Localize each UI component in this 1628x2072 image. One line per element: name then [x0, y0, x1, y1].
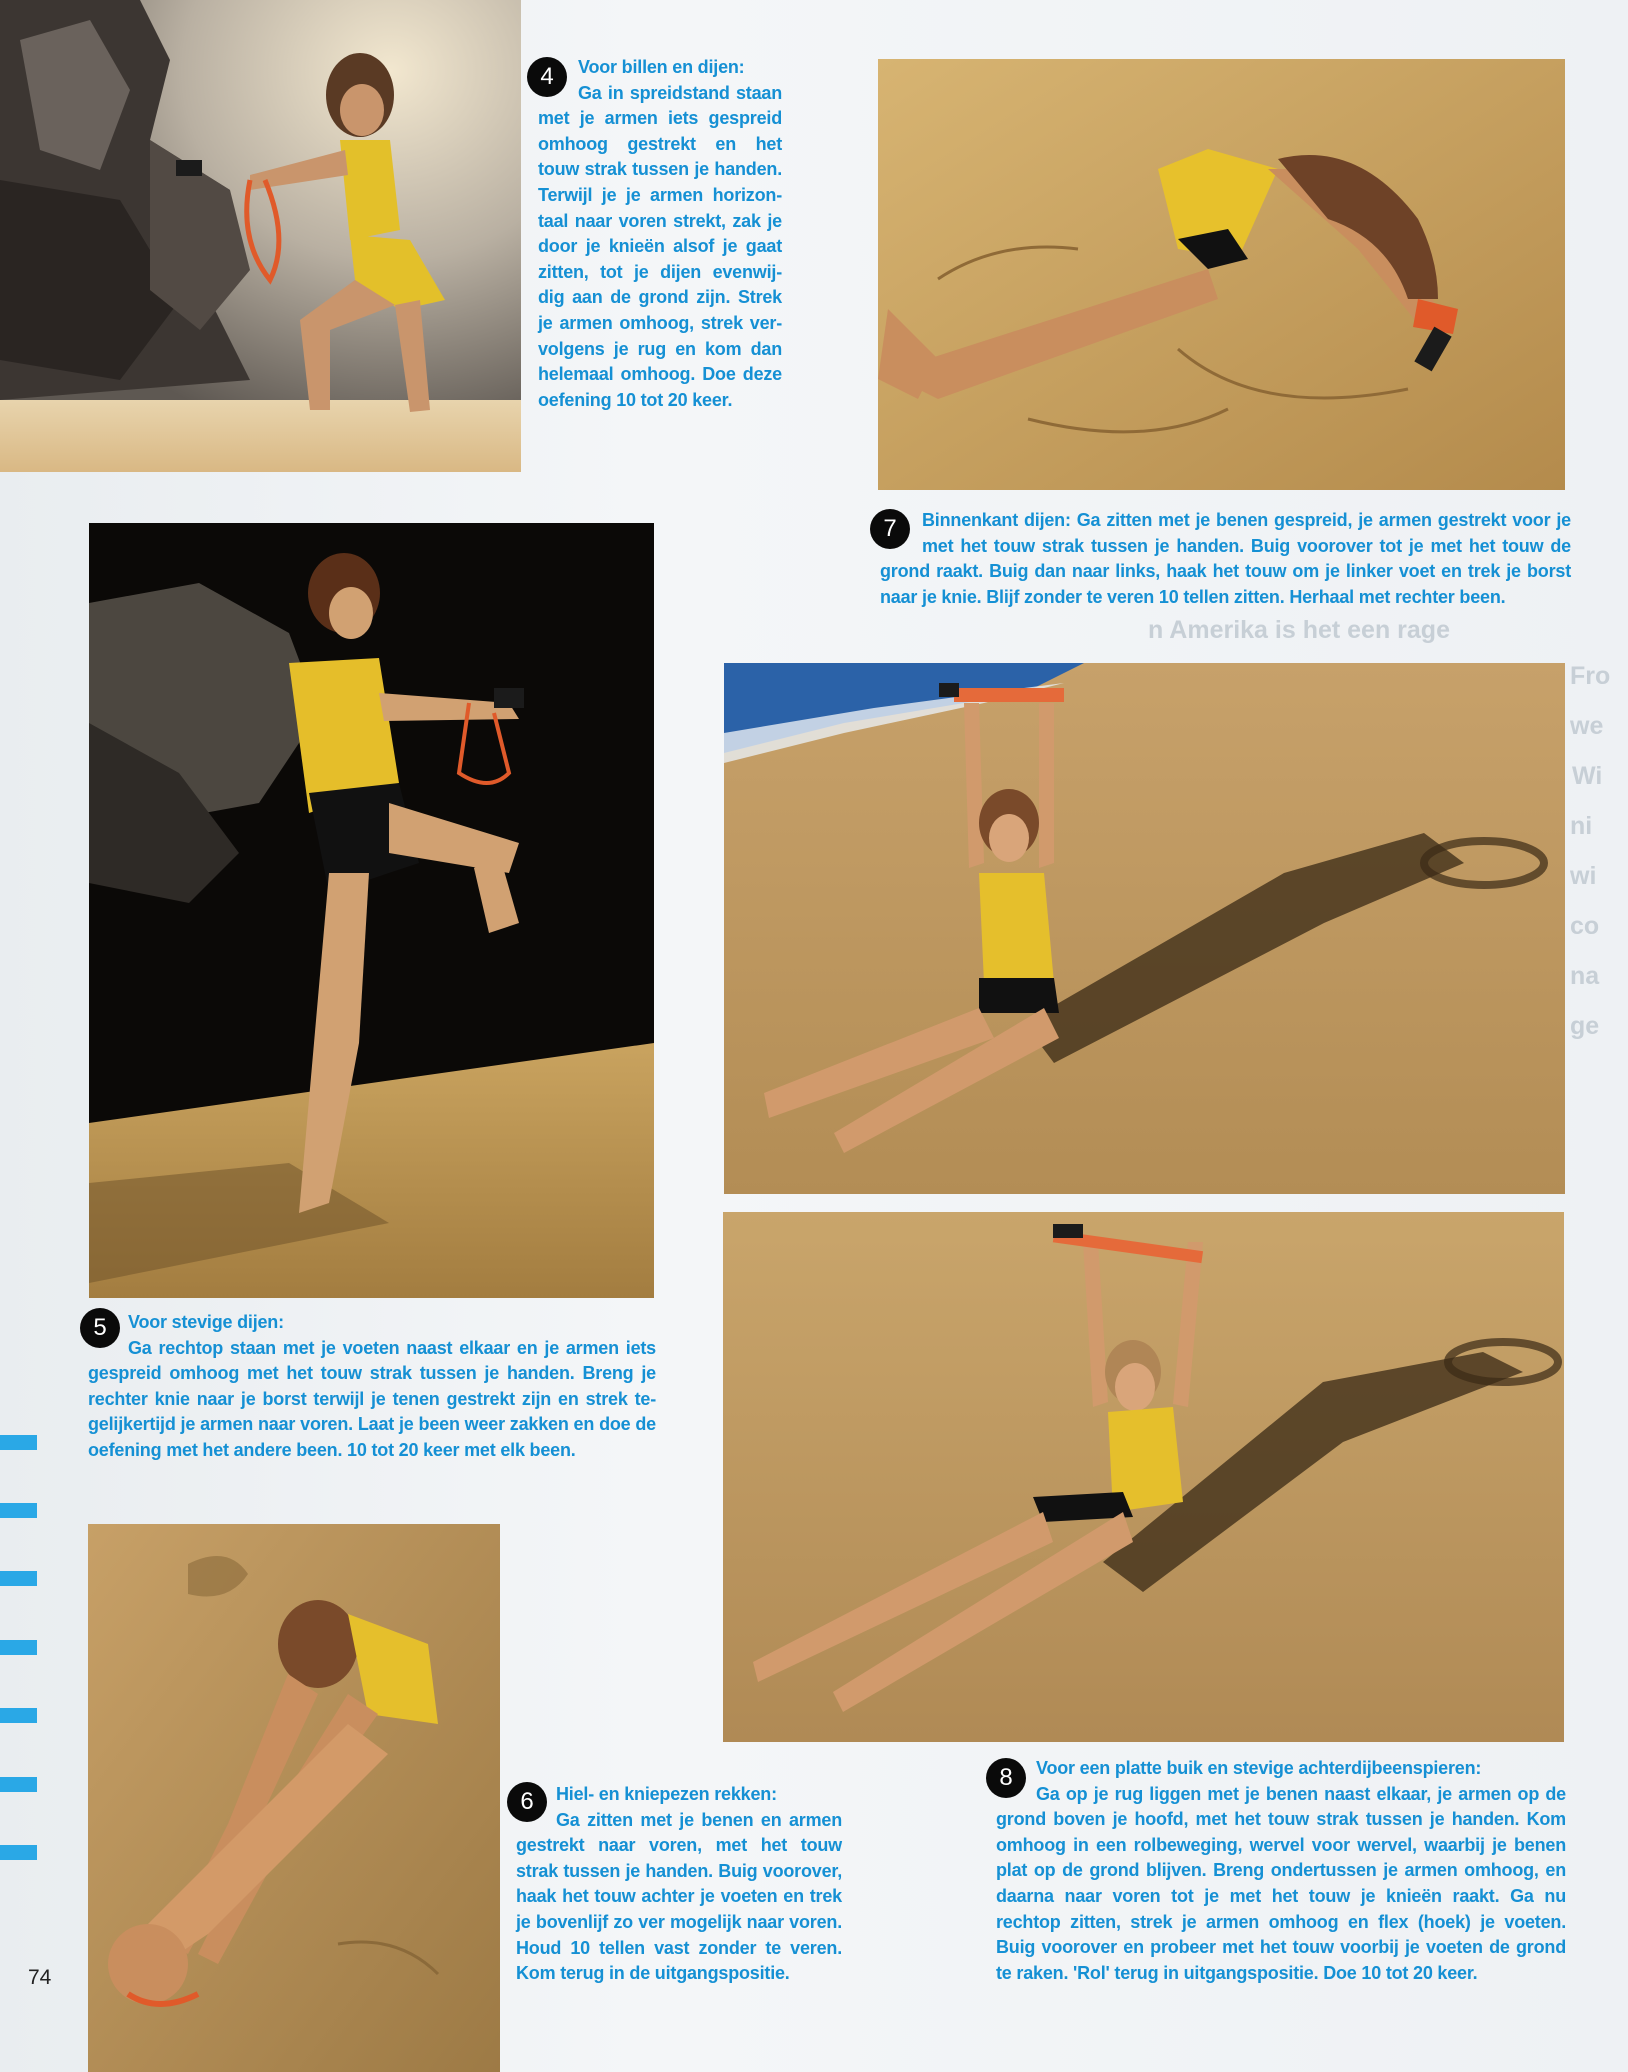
caption-title: Voor billen en dijen:: [578, 57, 745, 77]
caption-line: strak tussen je handen. Buig voorover,: [516, 1860, 842, 1881]
caption-line: Buig voorover en probeer met het touw voorbij je voeten de grond: [996, 1937, 1566, 1958]
caption-line: Ga zitten met je benen en armen: [556, 1809, 842, 1830]
caption-line: met je armen iets gespreid: [538, 108, 782, 129]
caption-line: Binnenkant dijen: Ga zitten met je benen gespreid, je armen gestrekt voor je: [922, 510, 1571, 530]
caption-line: gelijkertijd je armen naar voren. Laat je been weer zakken en doe de: [88, 1414, 656, 1435]
photo-forward-bend-scene: [88, 1524, 500, 2072]
caption-line: door je knieën alsof je gaat: [538, 236, 782, 257]
caption-exercise-8: [996, 1756, 1566, 1986]
photo-exercise-8-upper: [724, 663, 1565, 1194]
bleed-line: Wi: [1572, 762, 1603, 790]
caption-line: helemaal omhoog. Doe deze: [538, 364, 782, 385]
caption-line: dig aan de grond zijn. Strek: [538, 287, 782, 308]
caption-line: gespreid omhoog met het touw strak tussen je handen. Breng je: [88, 1363, 656, 1384]
photo-sit-up-scene: [724, 663, 1565, 1194]
photo-straddle-scene: [878, 59, 1565, 490]
photo-exercise-7: [878, 59, 1565, 490]
caption-line: Ga op je rug liggen met je benen naast elkaar, je armen op de: [1036, 1783, 1566, 1804]
step-number-badge: 5: [80, 1308, 120, 1348]
bleed-line: co: [1570, 912, 1600, 940]
caption-line: volgens je rug en kom dan: [538, 338, 782, 359]
caption-line: daarna naar voren tot je met het touw je knieën raakt. Ga nu: [996, 1885, 1566, 1906]
caption-line: naar je knie. Blijf zonder te veren 10 tellen zitten. Herhaal met rechter been.: [880, 586, 1506, 607]
photo-roll-up-scene: [723, 1212, 1564, 1742]
caption-exercise-4: [538, 55, 782, 413]
caption-line: je bovenlijf zo ver mogelijk naar voren.: [516, 1911, 842, 1932]
bleed-line: wi: [1570, 862, 1597, 890]
caption-line: gestrekt naar voren, met het touw: [516, 1835, 842, 1856]
edge-tab-marker: [0, 1845, 37, 1860]
photo-exercise-8-lower: [723, 1212, 1564, 1742]
step-number-badge: 7: [870, 509, 910, 549]
caption-line: te raken. 'Rol' terug in uitgangspositie. Doe 10 tot 20 keer.: [996, 1962, 1478, 1983]
caption-title: Voor stevige dijen:: [128, 1312, 284, 1332]
edge-tab-marker: [0, 1640, 37, 1655]
caption-line: omhoog in een rolbeweging, wervel voor wervel, waarbij je benen: [996, 1834, 1566, 1855]
edge-tab-marker: [0, 1777, 37, 1792]
caption-line: oefening 10 tot 20 keer.: [538, 389, 733, 410]
bleed-line: ni: [1570, 812, 1593, 840]
caption-line: je armen omhoog, strek ver-: [538, 312, 782, 333]
caption-exercise-6: [516, 1782, 842, 1987]
caption-title: Hiel- en kniepezen rekken:: [556, 1784, 777, 1804]
edge-tab-marker: [0, 1435, 37, 1450]
step-number-badge: 8: [986, 1758, 1026, 1798]
caption-line: rechter knie naar je borst terwijl je tenen gestrekt zijn en strek te-: [88, 1388, 656, 1409]
caption-line: met het touw strak tussen je handen. Buig voorover tot je met het touw de: [922, 535, 1571, 556]
caption-line: Kom terug in de uitgangspositie.: [516, 1963, 790, 1984]
caption-line: oefening met het andere been. 10 tot 20 keer met elk been.: [88, 1439, 576, 1460]
edge-tab-marker: [0, 1503, 37, 1518]
caption-line: grond raakt. Buig dan naar links, haak het touw om je linker voet en trek je borst: [880, 561, 1571, 582]
caption-line: Ga in spreidstand staan: [578, 82, 782, 103]
bleed-line: ge: [1570, 1012, 1600, 1040]
caption-line: Terwijl je je armen horizon-: [538, 184, 782, 205]
caption-line: haak het touw achter je voeten en trek: [516, 1886, 842, 1907]
photo-exercise-5: [89, 523, 654, 1298]
photo-exercise-4: [0, 0, 521, 472]
step-number-badge: 4: [527, 57, 567, 97]
bleed-line: na: [1570, 962, 1600, 990]
caption-line: taal naar voren strekt, zak je: [538, 210, 782, 231]
step-number-badge: 6: [507, 1782, 547, 1822]
caption-line: Ga rechtop staan met je voeten naast elkaar en je armen iets: [128, 1337, 656, 1358]
photo-squat-scene: [0, 0, 521, 472]
caption-line: touw strak tussen je handen.: [538, 159, 782, 180]
page-number: 74: [28, 1966, 52, 1989]
caption-title: Voor een platte buik en stevige achterdijbeenspieren:: [1036, 1758, 1482, 1778]
edge-tab-marker: [0, 1571, 37, 1586]
photo-exercise-6: [88, 1524, 500, 2072]
photo-knee-raise-scene: [89, 523, 654, 1298]
caption-line: grond boven je hoofd, met het touw strak tussen je handen. Kom: [996, 1809, 1566, 1830]
caption-line: plat op de grond blijven. Breng ondertussen je armen omhoog, en: [996, 1860, 1566, 1881]
caption-line: zitten, tot je dijen evenwij-: [538, 261, 782, 282]
bleed-line: Fro: [1570, 662, 1611, 690]
caption-line: Houd 10 tellen vast zonder te veren.: [516, 1937, 842, 1958]
bleed-line: n Amerika is het een rage: [1148, 616, 1450, 644]
caption-exercise-7: [880, 508, 1571, 610]
caption-line: rechtop zitten, strek je armen omhoog en flex (hoek) je voeten.: [996, 1911, 1566, 1932]
caption-exercise-5: [88, 1310, 656, 1464]
caption-line: omhoog gestrekt en het: [538, 133, 782, 154]
edge-tab-marker: [0, 1708, 37, 1723]
bleed-line: we: [1570, 712, 1604, 740]
